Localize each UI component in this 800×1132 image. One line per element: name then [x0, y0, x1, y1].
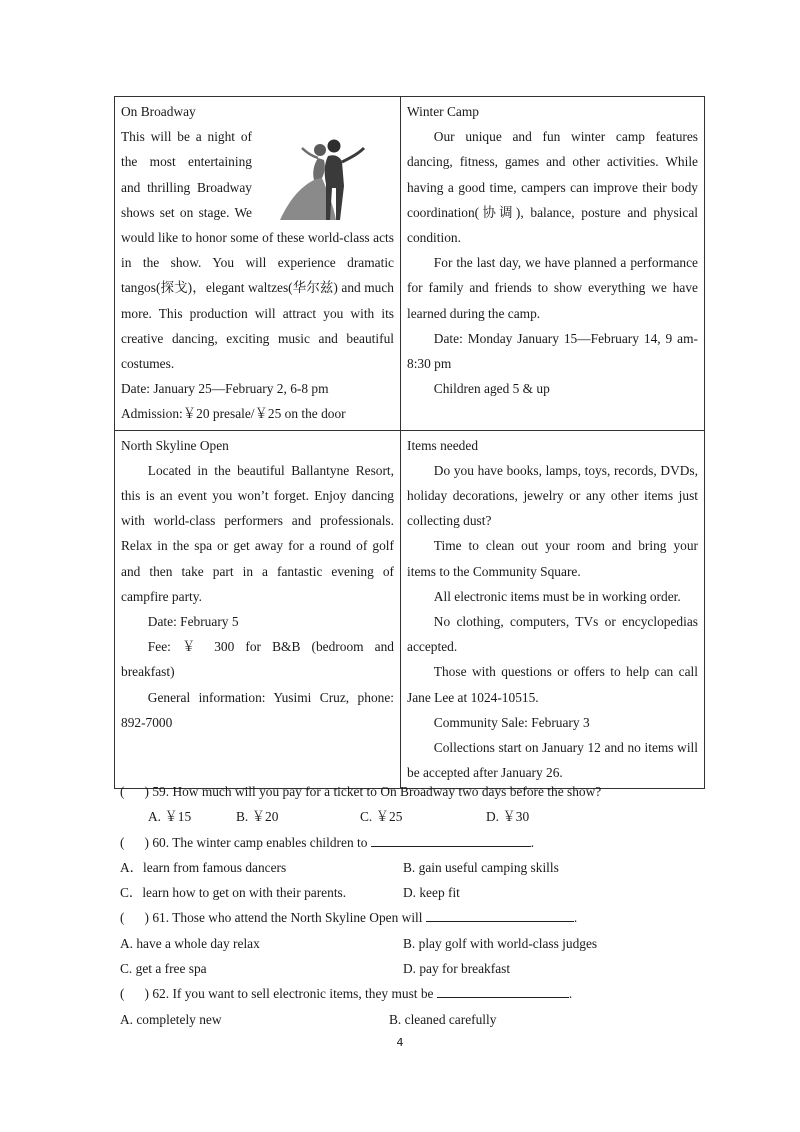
- question-60-stem-line: [120, 830, 720, 855]
- option-a: A. have a whole day relax: [120, 935, 260, 951]
- ad-admission: Admission:￥20 presale/￥25 on the door: [121, 406, 346, 422]
- ad-date: Date: February 5: [147, 614, 239, 630]
- stem-end: .: [573, 910, 578, 926]
- ad-age: Children aged 5 & up: [433, 381, 550, 397]
- question-61-options-row-1: [120, 931, 720, 956]
- question-60-options-row-1: [120, 855, 720, 880]
- stem-end: .: [530, 834, 535, 850]
- ad-paragraph: Our unique and fun winter camp features dancing, fitness, games and other activities. While having a good time, campers can improve their body coordination(协调), balance, posture and physical condition.: [407, 129, 698, 246]
- question-62-stem: ( ) 62. If you want to sell electronic items, they must be: [120, 986, 434, 1002]
- option-b: B. ￥20: [236, 809, 279, 825]
- option-d: D. pay for breakfast: [403, 961, 511, 977]
- answer-blank: [437, 983, 569, 998]
- ad-paragraph: No clothing, computers, TVs or encyclopedias accepted.: [407, 614, 698, 655]
- ad-paragraph: Community Sale: February 3: [433, 714, 590, 730]
- ad-title: North Skyline Open: [121, 437, 229, 453]
- question-61-stem-line: [120, 905, 720, 930]
- option-b: B. cleaned carefully: [389, 1011, 497, 1027]
- ad-title: On Broadway: [121, 104, 196, 119]
- ad-paragraph: Time to clean out your room and bring your items to the Community Square.: [407, 538, 698, 579]
- question-60-options-row-2: [120, 880, 720, 905]
- stem-end: .: [568, 986, 573, 1002]
- option-c: C. ￥25: [360, 809, 403, 825]
- ad-paragraph: Do you have books, lamps, toys, records, DVDs, holiday decorations, jewelry or any other items just collecting dust?: [407, 462, 698, 529]
- question-59-options: [120, 804, 720, 829]
- ad-north-skyline-open: [115, 430, 401, 789]
- ad-date: Date: Monday January 15—February 14, 9 am-8:30 pm: [407, 330, 698, 372]
- option-c: C. get a free spa: [120, 961, 207, 977]
- question-59-stem: ( ) 59. How much will you pay for a ticket to On Broadway two days before the show?: [120, 784, 602, 799]
- question-61-options-row-2: [120, 956, 720, 981]
- dancing-couple-icon: [262, 128, 392, 224]
- option-d: D. ￥30: [486, 809, 530, 825]
- ad-title: Winter Camp: [407, 104, 479, 119]
- ad-paragraph: For the last day, we have planned a performance for family and friends to show everything we have learned during the camp.: [407, 255, 698, 321]
- ad-date: Date: January 25—February 2, 6-8 pm: [121, 381, 329, 397]
- ad-winter-camp: [401, 97, 705, 431]
- ad-paragraph: Located in the beautiful Ballantyne Resort, this is an event you won’t forget. Enjoy dancing with world-class performers and professionals. Relax in the spa or get away for a round of golf and then take part in a fantastic evening of campfire party.: [121, 462, 394, 604]
- advertisements-table: [114, 96, 705, 789]
- page-number: 4: [396, 1036, 404, 1049]
- questions-section: [120, 779, 720, 1032]
- ad-paragraph: All electronic items must be in working order.: [433, 588, 681, 604]
- ad-paragraph: Collections start on January 12 and no items will be accepted after January 26.: [407, 740, 698, 781]
- option-a: A. completely new: [120, 1011, 222, 1027]
- question-62-stem-line: [120, 981, 720, 1006]
- option-c: C．learn how to get on with their parents.: [120, 885, 347, 901]
- ad-body: This will be a night of the most entertaining and thrilling Broadway shows set on stage. We would like to honor some of these world-class acts in the show. You will experience dramatic tangos(探戈)，elegant waltzes(华尔兹) and much more. This production will attract you with its creative dancing, exciting music and beautiful costumes.: [121, 129, 394, 372]
- ad-on-broadway: [115, 97, 401, 431]
- option-b: B. gain useful camping skills: [403, 859, 559, 875]
- option-a: A. ￥15: [148, 809, 192, 825]
- question-61-stem: ( ) 61. Those who attend the North Skyline Open will: [120, 910, 423, 926]
- answer-blank: [426, 907, 574, 922]
- ad-title: Items needed: [407, 437, 479, 453]
- question-60-stem: ( ) 60. The winter camp enables children to: [120, 834, 368, 850]
- ad-fee: Fee: ￥ 300 for B&B (bedroom and breakfast): [121, 639, 394, 680]
- question-62-options-row-1: [120, 1007, 720, 1032]
- ad-paragraph: Those with questions or offers to help can call Jane Lee at 1024-10515.: [407, 664, 698, 705]
- answer-blank: [371, 832, 531, 847]
- option-b: B. play golf with world-class judges: [403, 935, 598, 951]
- ad-info: General information: Yusimi Cruz, phone: 892-7000: [121, 689, 394, 730]
- option-d: D. keep fit: [403, 885, 460, 901]
- ad-items-needed: [401, 430, 705, 789]
- option-a: A．learn from famous dancers: [120, 859, 287, 875]
